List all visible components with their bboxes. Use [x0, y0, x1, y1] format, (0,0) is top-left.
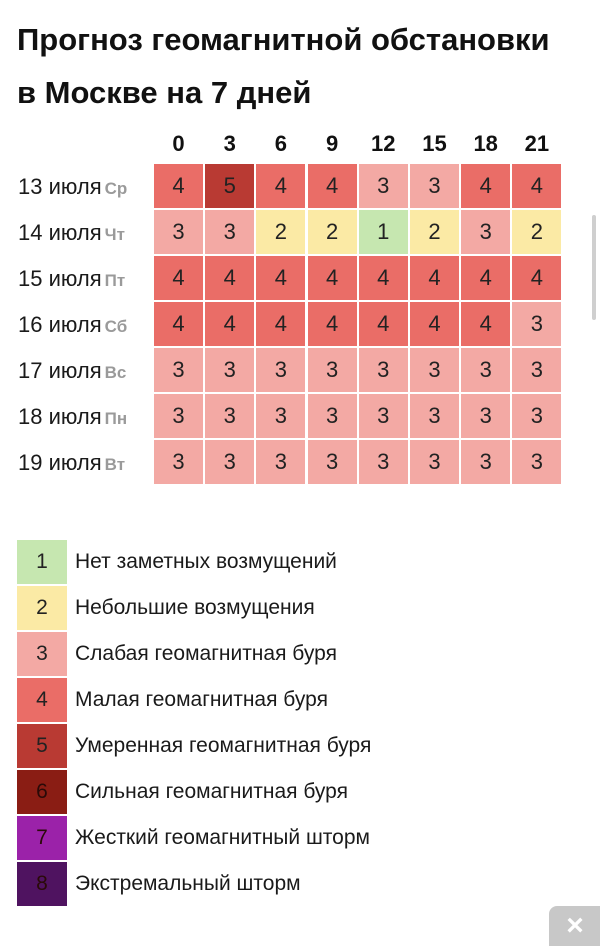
- day-label: [18, 256, 154, 302]
- forecast-cell: 3: [154, 440, 203, 484]
- forecast-cell: 4: [308, 164, 357, 208]
- hour-header: 15: [422, 131, 447, 156]
- forecast-cell: 2: [256, 210, 305, 254]
- forecast-cell: 1: [359, 210, 408, 254]
- close-icon: ×: [566, 909, 584, 942]
- forecast-cell: 4: [154, 164, 203, 208]
- legend-label: Слабая геомагнитная буря: [75, 642, 337, 665]
- forecast-cell: 3: [256, 440, 305, 484]
- forecast-cell: 4: [461, 302, 510, 346]
- forecast-cell: 4: [410, 302, 459, 346]
- table-row: [0, 394, 600, 440]
- day-date: 19 июля: [18, 450, 102, 475]
- legend-label: Малая геомагнитная буря: [75, 688, 328, 711]
- legend-swatch: 4: [17, 678, 67, 722]
- legend-label: Умеренная геомагнитная буря: [75, 734, 372, 757]
- forecast-cell: 4: [359, 302, 408, 346]
- forecast-cell: 3: [154, 348, 203, 392]
- legend-item: [17, 816, 577, 860]
- forecast-cell: 4: [308, 256, 357, 300]
- day-weekday: Пн: [104, 409, 128, 428]
- table-row: [0, 302, 600, 348]
- legend-swatch: 5: [17, 724, 67, 768]
- forecast-cell: 4: [256, 302, 305, 346]
- forecast-cell: 4: [308, 302, 357, 346]
- hour-header: 9: [325, 131, 339, 156]
- day-label: [18, 440, 154, 486]
- forecast-cell: 3: [256, 348, 305, 392]
- table-row: [0, 348, 600, 394]
- hour-header: 3: [223, 131, 236, 156]
- forecast-cell: 2: [512, 210, 561, 254]
- forecast-cell: 4: [256, 256, 305, 300]
- forecast-cell: 3: [308, 394, 357, 438]
- forecast-cell: 4: [205, 256, 254, 300]
- legend-item: [17, 586, 577, 630]
- forecast-cell: 3: [410, 348, 459, 392]
- forecast-cell: 3: [256, 394, 305, 438]
- forecast-cell: 3: [512, 440, 561, 484]
- legend-label: Экстремальный шторм: [75, 872, 301, 895]
- forecast-cell: 3: [154, 210, 203, 254]
- day-label: [18, 210, 154, 256]
- legend-label: Сильная геомагнитная буря: [75, 780, 348, 803]
- forecast-cell: 4: [410, 256, 459, 300]
- legend-swatch: 7: [17, 816, 67, 860]
- day-weekday: Вт: [104, 455, 126, 474]
- forecast-cell: 3: [359, 394, 408, 438]
- forecast-cell: 3: [359, 440, 408, 484]
- forecast-cell: 4: [359, 256, 408, 300]
- legend-label: Небольшие возмущения: [75, 596, 315, 619]
- forecast-cell: 3: [359, 348, 408, 392]
- hour-header: 6: [274, 131, 288, 156]
- legend-item: [17, 540, 577, 584]
- forecast-cell: 3: [461, 440, 510, 484]
- close-button[interactable]: [549, 906, 600, 946]
- forecast-cell: 4: [256, 164, 305, 208]
- day-date: 15 июля: [18, 266, 102, 291]
- hour-header: 12: [371, 131, 396, 156]
- legend-item: [17, 862, 577, 906]
- legend-item: [17, 724, 577, 768]
- legend-item: [17, 678, 577, 722]
- forecast-cell: 4: [512, 164, 561, 208]
- forecast-cell: 3: [154, 394, 203, 438]
- table-row: [0, 256, 600, 302]
- legend-swatch: 6: [17, 770, 67, 814]
- day-label: [18, 394, 154, 440]
- page-title: Прогноз геомагнитной обстановки в Москве на 7 дней: [17, 22, 550, 110]
- day-weekday: Вс: [104, 363, 127, 382]
- forecast-cell: 3: [512, 394, 561, 438]
- day-date: 18 июля: [18, 404, 102, 429]
- hour-header: 18: [473, 131, 498, 156]
- forecast-cell: 4: [512, 256, 561, 300]
- day-label: [18, 302, 154, 348]
- day-label: [18, 164, 154, 210]
- legend-label: Нет заметных возмущений: [75, 550, 337, 573]
- legend-label: Жесткий геомагнитный шторм: [75, 826, 370, 849]
- forecast-cell: 3: [512, 348, 561, 392]
- forecast-cell: 4: [461, 256, 510, 300]
- forecast-cell: 3: [410, 164, 459, 208]
- forecast-cell: 2: [410, 210, 459, 254]
- forecast-cell: 3: [461, 394, 510, 438]
- forecast-cell: 4: [205, 302, 254, 346]
- forecast-cell: 4: [461, 164, 510, 208]
- legend-item: [17, 632, 577, 676]
- legend-item: [17, 770, 577, 814]
- forecast-cell: 5: [205, 164, 254, 208]
- day-date: 13 июля: [18, 174, 102, 199]
- legend-swatch: 8: [17, 862, 67, 906]
- forecast-cell: 3: [205, 210, 254, 254]
- forecast-cell: 4: [154, 256, 203, 300]
- table-row: [0, 210, 600, 256]
- forecast-cell: 4: [154, 302, 203, 346]
- day-label: [18, 348, 154, 394]
- day-weekday: Пт: [104, 271, 126, 290]
- legend-swatch: 1: [17, 540, 67, 584]
- forecast-cell: 3: [205, 394, 254, 438]
- table-row: [0, 440, 600, 486]
- forecast-cell: 3: [359, 164, 408, 208]
- day-date: 17 июля: [18, 358, 102, 383]
- day-weekday: Чт: [104, 225, 125, 244]
- legend-swatch: 2: [17, 586, 67, 630]
- forecast-cell: 3: [308, 348, 357, 392]
- scrollbar[interactable]: [592, 215, 596, 320]
- forecast-cell: 3: [308, 440, 357, 484]
- forecast-cell: 3: [512, 302, 561, 346]
- day-weekday: Сб: [104, 317, 128, 336]
- hour-header: 0: [172, 131, 185, 156]
- day-weekday: Ср: [104, 179, 128, 198]
- forecast-cell: 2: [308, 210, 357, 254]
- hour-header: 21: [524, 131, 550, 156]
- table-row: [0, 164, 600, 210]
- forecast-cell: 3: [205, 348, 254, 392]
- day-date: 16 июля: [18, 312, 102, 337]
- legend-swatch: 3: [17, 632, 67, 676]
- forecast-cell: 3: [410, 394, 459, 438]
- forecast-cell: 3: [461, 210, 510, 254]
- forecast-cell: 3: [205, 440, 254, 484]
- forecast-cell: 3: [410, 440, 459, 484]
- forecast-cell: 3: [461, 348, 510, 392]
- day-date: 14 июля: [18, 220, 102, 245]
